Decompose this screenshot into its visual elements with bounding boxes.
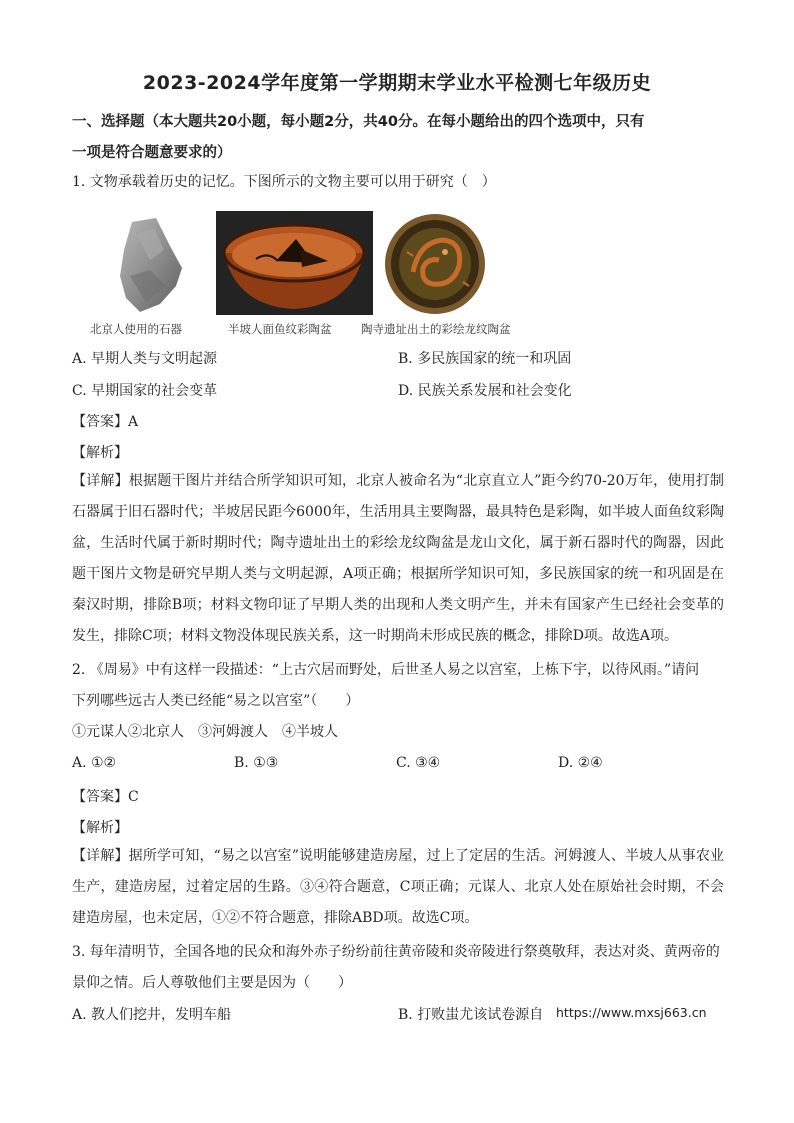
q2-stem-line2: 下列哪些远古人类已经能“易之以宫室”（ ） <box>72 693 360 709</box>
q2-option-b: B. ①③ <box>234 755 279 771</box>
q1-option-c: C. 早期国家的社会变革 <box>72 383 218 399</box>
q2-detail: 【详解】据所学可知，“易之以宫室”说明能够建造房屋，过上了定居的生活。河姆渡人、半坡人从事农业生产，建造房屋，过着定居的生路。③④符合题意，C项正确；元谋人、北京人处在原始社会时期，不会建造房屋，也未定居，①②不符合题意，排除ABD项。故选C项。 <box>72 848 724 926</box>
fish-face-pottery-basin-image <box>216 211 373 315</box>
q3-option-b: B. 打败蚩尤该试卷源自 <box>398 1007 544 1023</box>
q1-analysis-label: 【解析】 <box>72 445 128 461</box>
q2-items: ①元谋人②北京人 ③河姆渡人 ④半坡人 <box>72 724 338 740</box>
q2-stem-line1: 2. 《周易》中有这样一段描述：“上古穴居而野处，后世圣人易之以宫室，上栋下宇，以待风雨。”请问 <box>72 662 700 678</box>
caption-fish-face-basin: 半坡人面鱼纹彩陶盆 <box>228 322 332 336</box>
q1-detail: 【详解】根据题干图片并结合所学知识可知，北京人被命名为“北京直立人”距今约70-20万年，使用打制石器属于旧石器时代；半坡居民距今6000年，生活用具主要陶器，最具特色是彩陶，如半坡人面鱼纹彩陶盆，生活时代属于新时期时代；陶寺遗址出土的彩绘龙纹陶盆是龙山文化，属于新石器时代的陶器，因此题干图片文物是研究早期人类与文明起源，A项正确；根据所学知识可知，多民族国家的统一和巩固是在秦汉时期，排除B项；材料文物印证了早期人类的出现和人类文明产生，并未有国家产生已经社会变革的发生，排除C项；材料文物没体现民族关系，这一时期尚未形成民族的概念，排除D项。故选A项。 <box>72 473 724 644</box>
q1-option-d: D. 民族关系发展和社会变化 <box>398 383 572 399</box>
watermark-url: https://www.mxsj663.cn <box>556 1005 707 1020</box>
q2-analysis-label: 【解析】 <box>72 820 128 836</box>
section-heading-line1: 一、选择题（本大题共20小题，每小题2分，共40分。在每小题给出的四个选项中，只有 <box>72 114 645 130</box>
caption-stone-tool: 北京人使用的石器 <box>90 322 182 336</box>
stone-tool-image <box>110 216 190 316</box>
caption-dragon-plate: 陶寺遗址出土的彩绘龙纹陶盆 <box>361 322 511 336</box>
q1-option-a: A. 早期人类与文明起源 <box>72 351 218 367</box>
q1-stem: 1. 文物承载着历史的记忆。下图所示的文物主要可以用于研究（ ） <box>72 174 496 190</box>
section-heading-line2: 一项是符合题意要求的） <box>72 145 232 161</box>
q2-option-d: D. ②④ <box>558 755 603 771</box>
q3-option-a: A. 教人们挖井，发明车船 <box>72 1007 232 1023</box>
q1-option-b: B. 多民族国家的统一和巩固 <box>398 351 572 367</box>
q2-option-a: A. ①② <box>72 755 117 771</box>
q2-option-c: C. ③④ <box>396 755 441 771</box>
q1-answer: 【答案】A <box>72 414 139 430</box>
dragon-pattern-plate-image <box>383 212 487 316</box>
q3-stem-line1: 3. 每年清明节，全国各地的民众和海外赤子纷纷前往黄帝陵和炎帝陵进行祭奠敬拜，表达对炎、黄两帝的 <box>72 944 720 960</box>
page-title: 2023-2024学年度第一学期期末学业水平检测七年级历史 <box>142 72 652 94</box>
q2-answer: 【答案】C <box>72 789 139 805</box>
q3-stem-line2: 景仰之情。后人尊敬他们主要是因为（ ） <box>72 975 352 991</box>
